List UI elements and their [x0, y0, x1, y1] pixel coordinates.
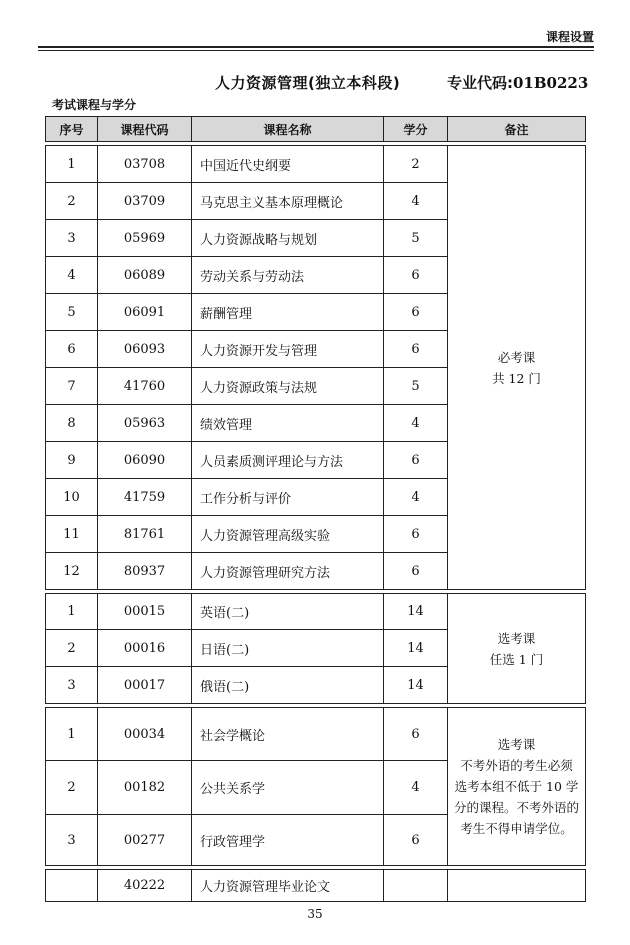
major-code-label: 专业代码: [447, 74, 513, 92]
cell-code: 06090 [98, 442, 192, 479]
required-note-line1: 必考课 [497, 349, 536, 365]
table-row [46, 146, 586, 183]
cell-code: 41760 [98, 368, 192, 405]
cell-name: 绩效管理 [192, 405, 384, 442]
foreign-note-line1: 选考课 [497, 630, 536, 646]
cell-credit: 4 [384, 405, 448, 442]
cell-no: 3 [46, 667, 98, 704]
header-no: 序号 [46, 117, 98, 142]
cell-credit: 5 [384, 368, 448, 405]
cell-name: 工作分析与评价 [192, 479, 384, 516]
cell-code: 41759 [98, 479, 192, 516]
cell-no: 1 [46, 708, 98, 761]
cell-credit: 6 [384, 442, 448, 479]
cell-name: 人力资源政策与法规 [192, 368, 384, 405]
cell-credit: 6 [384, 257, 448, 294]
cell-no: 11 [46, 516, 98, 553]
cell-code: 06089 [98, 257, 192, 294]
cell-code: 03708 [98, 146, 192, 183]
cell-name: 人力资源管理毕业论文 [192, 870, 384, 902]
cell-no: 7 [46, 368, 98, 405]
cell-credit: 14 [384, 630, 448, 667]
cell-credit: 14 [384, 667, 448, 704]
elective-note-line3: 选考本组不低于 10 学 [454, 779, 579, 794]
header-rule-thin [38, 50, 594, 51]
cell-credit [384, 870, 448, 902]
cell-name: 人员素质测评理论与方法 [192, 442, 384, 479]
cell-no: 3 [46, 815, 98, 866]
elective-note-line1: 选考课 [497, 737, 536, 752]
section-title: 考试课程与学分 [52, 98, 137, 112]
cell-name: 中国近代史纲要 [192, 146, 384, 183]
cell-credit: 6 [384, 331, 448, 368]
cell-credit: 4 [384, 761, 448, 815]
cell-code: 05969 [98, 220, 192, 257]
cell-credit: 2 [384, 146, 448, 183]
major-code [447, 72, 588, 93]
foreign-note-line2: 任选 1 门 [489, 651, 544, 667]
cell-no: 1 [46, 594, 98, 630]
elective-note [448, 708, 586, 866]
elective-note-line4: 分的课程。不考外语的 [453, 800, 579, 815]
major-code-value: 01B0223 [513, 74, 589, 92]
cell-code: 06091 [98, 294, 192, 331]
table-header-row [46, 117, 586, 142]
elective-note-line2: 不考外语的考生必须 [460, 758, 573, 773]
foreign-language-group [46, 590, 586, 704]
cell-name: 日语(二) [192, 630, 384, 667]
course-table [45, 116, 586, 902]
cell-name: 人力资源开发与管理 [192, 331, 384, 368]
cell-code: 00182 [98, 761, 192, 815]
cell-code: 00017 [98, 667, 192, 704]
cell-no: 4 [46, 257, 98, 294]
cell-code: 40222 [98, 870, 192, 902]
required-note [448, 146, 586, 590]
cell-code: 00016 [98, 630, 192, 667]
cell-credit: 14 [384, 594, 448, 630]
header-code: 课程代码 [98, 117, 192, 142]
header-rule-thick [38, 46, 594, 48]
cell-name: 英语(二) [192, 594, 384, 630]
cell-no: 12 [46, 553, 98, 590]
cell-code: 06093 [98, 331, 192, 368]
cell-credit: 6 [384, 516, 448, 553]
cell-credit: 4 [384, 183, 448, 220]
table-row [46, 870, 586, 902]
cell-no: 3 [46, 220, 98, 257]
elective-note-line5: 考生不得申请学位。 [460, 821, 573, 836]
cell-name: 人力资源管理研究方法 [192, 553, 384, 590]
cell-no: 2 [46, 630, 98, 667]
cell-credit: 5 [384, 220, 448, 257]
cell-credit: 6 [384, 815, 448, 866]
cell-note [448, 870, 586, 902]
cell-no: 6 [46, 331, 98, 368]
header-section-label: 课程设置 [545, 30, 594, 44]
cell-name: 薪酬管理 [192, 294, 384, 331]
cell-no: 9 [46, 442, 98, 479]
cell-no [46, 870, 98, 902]
cell-no: 2 [46, 761, 98, 815]
table-row [46, 594, 586, 630]
required-note-line2: 共 12 门 [492, 370, 541, 386]
header-name: 课程名称 [192, 117, 384, 142]
cell-code: 00015 [98, 594, 192, 630]
foreign-note [448, 594, 586, 704]
cell-code: 05963 [98, 405, 192, 442]
cell-name: 人力资源管理高级实验 [192, 516, 384, 553]
cell-name: 劳动关系与劳动法 [192, 257, 384, 294]
page-title: 人力资源管理(独立本科段) [215, 74, 401, 92]
cell-name: 马克思主义基本原理概论 [192, 183, 384, 220]
thesis-group [46, 866, 586, 902]
table-row [46, 708, 586, 761]
cell-no: 10 [46, 479, 98, 516]
cell-credit: 4 [384, 479, 448, 516]
cell-code: 03709 [98, 183, 192, 220]
cell-credit: 6 [384, 294, 448, 331]
cell-no: 5 [46, 294, 98, 331]
cell-name: 行政管理学 [192, 815, 384, 866]
cell-no: 8 [46, 405, 98, 442]
cell-no: 2 [46, 183, 98, 220]
cell-code: 81761 [98, 516, 192, 553]
header-note: 备注 [448, 117, 586, 142]
cell-code: 00034 [98, 708, 192, 761]
cell-name: 人力资源战略与规划 [192, 220, 384, 257]
cell-name: 公共关系学 [192, 761, 384, 815]
required-group [46, 142, 586, 590]
cell-code: 80937 [98, 553, 192, 590]
cell-credit: 6 [384, 708, 448, 761]
cell-code: 00277 [98, 815, 192, 866]
header-credit: 学分 [384, 117, 448, 142]
cell-no: 1 [46, 146, 98, 183]
page-number: 35 [307, 907, 323, 921]
cell-credit: 6 [384, 553, 448, 590]
elective-group [46, 704, 586, 866]
cell-name: 社会学概论 [192, 708, 384, 761]
cell-name: 俄语(二) [192, 667, 384, 704]
